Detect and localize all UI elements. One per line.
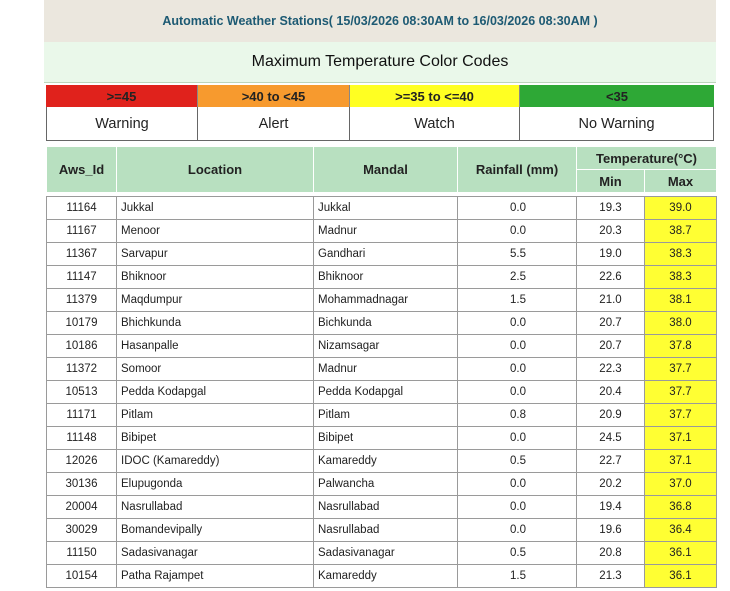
table-body bbox=[47, 193, 717, 588]
report-frame bbox=[44, 0, 716, 591]
legend-watch-label: Watch bbox=[350, 107, 520, 141]
cell-rainfall: 0.0 bbox=[458, 381, 577, 404]
cell-mandal: Bibipet bbox=[314, 427, 458, 450]
cell-rainfall: 0.0 bbox=[458, 197, 577, 220]
cell-min-temp: 20.7 bbox=[577, 312, 645, 335]
cell-aws-id: 11372 bbox=[47, 358, 117, 381]
cell-location: Patha Rajampet bbox=[117, 565, 314, 588]
cell-mandal: Madnur bbox=[314, 358, 458, 381]
cell-min-temp: 20.2 bbox=[577, 473, 645, 496]
cell-rainfall: 0.0 bbox=[458, 358, 577, 381]
cell-mandal: Jukkal bbox=[314, 197, 458, 220]
table-row bbox=[47, 358, 717, 381]
cell-max-temp: 38.3 bbox=[645, 266, 717, 289]
cell-aws-id: 10513 bbox=[47, 381, 117, 404]
cell-mandal: Nizamsagar bbox=[314, 335, 458, 358]
cell-aws-id: 10179 bbox=[47, 312, 117, 335]
cell-location: IDOC (Kamareddy) bbox=[117, 450, 314, 473]
table-row bbox=[47, 404, 717, 427]
cell-max-temp: 37.7 bbox=[645, 404, 717, 427]
cell-mandal: Bichkunda bbox=[314, 312, 458, 335]
legend-no-warning-range: <35 bbox=[520, 85, 714, 107]
cell-aws-id: 30029 bbox=[47, 519, 117, 542]
table-row bbox=[47, 243, 717, 266]
cell-aws-id: 10154 bbox=[47, 565, 117, 588]
cell-location: Jukkal bbox=[117, 197, 314, 220]
cell-rainfall: 2.5 bbox=[458, 266, 577, 289]
cell-mandal: Pedda Kodapgal bbox=[314, 381, 458, 404]
cell-min-temp: 20.4 bbox=[577, 381, 645, 404]
cell-location: Bibipet bbox=[117, 427, 314, 450]
cell-max-temp: 38.3 bbox=[645, 243, 717, 266]
table-row bbox=[47, 312, 717, 335]
cell-mandal: Madnur bbox=[314, 220, 458, 243]
cell-rainfall: 0.5 bbox=[458, 542, 577, 565]
table-row bbox=[47, 381, 717, 404]
cell-min-temp: 20.3 bbox=[577, 220, 645, 243]
cell-location: Nasrullabad bbox=[117, 496, 314, 519]
cell-min-temp: 20.7 bbox=[577, 335, 645, 358]
table-row bbox=[47, 266, 717, 289]
legend-watch-range: >=35 to <=40 bbox=[350, 85, 520, 107]
cell-rainfall: 0.8 bbox=[458, 404, 577, 427]
cell-rainfall: 5.5 bbox=[458, 243, 577, 266]
cell-min-temp: 22.6 bbox=[577, 266, 645, 289]
cell-max-temp: 36.8 bbox=[645, 496, 717, 519]
cell-aws-id: 11150 bbox=[47, 542, 117, 565]
weather-table bbox=[46, 146, 717, 588]
legend-title bbox=[44, 42, 716, 83]
cell-min-temp: 24.5 bbox=[577, 427, 645, 450]
cell-rainfall: 0.0 bbox=[458, 427, 577, 450]
header-rainfall: Rainfall (mm) bbox=[458, 147, 577, 193]
cell-location: Pitlam bbox=[117, 404, 314, 427]
cell-location: Bhichkunda bbox=[117, 312, 314, 335]
table-row bbox=[47, 335, 717, 358]
legend-color-row bbox=[46, 85, 714, 107]
cell-rainfall: 1.5 bbox=[458, 289, 577, 312]
cell-location: Bomandevipally bbox=[117, 519, 314, 542]
header-temperature: Temperature(°C) bbox=[577, 147, 717, 170]
cell-mandal: Nasrullabad bbox=[314, 496, 458, 519]
cell-min-temp: 21.0 bbox=[577, 289, 645, 312]
page-title: Automatic Weather Stations( 15/03/2026 08:30AM to 16/03/2026 08:30AM ) bbox=[162, 14, 598, 28]
header-aws-id: Aws_Id bbox=[47, 147, 117, 193]
table-row bbox=[47, 519, 717, 542]
table-row bbox=[47, 220, 717, 243]
cell-rainfall: 0.0 bbox=[458, 519, 577, 542]
cell-max-temp: 38.7 bbox=[645, 220, 717, 243]
cell-location: Maqdumpur bbox=[117, 289, 314, 312]
cell-location: Sadasivanagar bbox=[117, 542, 314, 565]
cell-location: Hasanpalle bbox=[117, 335, 314, 358]
legend-warning-range: >=45 bbox=[46, 85, 198, 107]
cell-min-temp: 20.8 bbox=[577, 542, 645, 565]
header-location: Location bbox=[117, 147, 314, 193]
cell-rainfall: 0.0 bbox=[458, 312, 577, 335]
cell-aws-id: 20004 bbox=[47, 496, 117, 519]
cell-max-temp: 37.7 bbox=[645, 381, 717, 404]
cell-aws-id: 11171 bbox=[47, 404, 117, 427]
cell-rainfall: 0.0 bbox=[458, 473, 577, 496]
table-row bbox=[47, 289, 717, 312]
cell-rainfall: 0.0 bbox=[458, 496, 577, 519]
cell-max-temp: 37.1 bbox=[645, 427, 717, 450]
table-row bbox=[47, 450, 717, 473]
cell-aws-id: 11147 bbox=[47, 266, 117, 289]
cell-max-temp: 36.1 bbox=[645, 565, 717, 588]
cell-min-temp: 19.6 bbox=[577, 519, 645, 542]
cell-mandal: Pitlam bbox=[314, 404, 458, 427]
cell-location: Pedda Kodapgal bbox=[117, 381, 314, 404]
legend-label-row bbox=[46, 107, 714, 141]
cell-rainfall: 0.0 bbox=[458, 220, 577, 243]
cell-min-temp: 19.4 bbox=[577, 496, 645, 519]
legend-alert-range: >40 to <45 bbox=[198, 85, 350, 107]
cell-aws-id: 11164 bbox=[47, 197, 117, 220]
table-row bbox=[47, 496, 717, 519]
cell-aws-id: 30136 bbox=[47, 473, 117, 496]
cell-aws-id: 11148 bbox=[47, 427, 117, 450]
cell-min-temp: 22.7 bbox=[577, 450, 645, 473]
cell-min-temp: 19.0 bbox=[577, 243, 645, 266]
cell-min-temp: 22.3 bbox=[577, 358, 645, 381]
table-row bbox=[47, 197, 717, 220]
cell-min-temp: 20.9 bbox=[577, 404, 645, 427]
header-mandal: Mandal bbox=[314, 147, 458, 193]
cell-mandal: Kamareddy bbox=[314, 565, 458, 588]
cell-min-temp: 19.3 bbox=[577, 197, 645, 220]
table-row bbox=[47, 427, 717, 450]
legend-no-warning-label: No Warning bbox=[520, 107, 714, 141]
cell-max-temp: 38.0 bbox=[645, 312, 717, 335]
cell-location: Bhiknoor bbox=[117, 266, 314, 289]
table-row bbox=[47, 565, 717, 588]
table-row bbox=[47, 473, 717, 496]
cell-max-temp: 36.4 bbox=[645, 519, 717, 542]
table-row bbox=[47, 542, 717, 565]
cell-aws-id: 11367 bbox=[47, 243, 117, 266]
cell-rainfall: 0.5 bbox=[458, 450, 577, 473]
legend-alert-label: Alert bbox=[198, 107, 350, 141]
legend-title-text: Maximum Temperature Color Codes bbox=[251, 53, 509, 70]
cell-location: Menoor bbox=[117, 220, 314, 243]
cell-location: Somoor bbox=[117, 358, 314, 381]
cell-mandal: Palwancha bbox=[314, 473, 458, 496]
cell-max-temp: 39.0 bbox=[645, 197, 717, 220]
cell-aws-id: 10186 bbox=[47, 335, 117, 358]
cell-mandal: Gandhari bbox=[314, 243, 458, 266]
cell-aws-id: 12026 bbox=[47, 450, 117, 473]
legend-warning-label: Warning bbox=[46, 107, 198, 141]
cell-min-temp: 21.3 bbox=[577, 565, 645, 588]
cell-max-temp: 37.7 bbox=[645, 358, 717, 381]
cell-mandal: Mohammadnagar bbox=[314, 289, 458, 312]
cell-max-temp: 37.8 bbox=[645, 335, 717, 358]
cell-mandal: Sadasivanagar bbox=[314, 542, 458, 565]
cell-location: Elupugonda bbox=[117, 473, 314, 496]
cell-location: Sarvapur bbox=[117, 243, 314, 266]
cell-mandal: Bhiknoor bbox=[314, 266, 458, 289]
cell-mandal: Nasrullabad bbox=[314, 519, 458, 542]
page-header bbox=[44, 0, 716, 43]
cell-max-temp: 36.1 bbox=[645, 542, 717, 565]
cell-rainfall: 0.0 bbox=[458, 335, 577, 358]
cell-aws-id: 11379 bbox=[47, 289, 117, 312]
header-max: Max bbox=[645, 170, 717, 193]
cell-aws-id: 11167 bbox=[47, 220, 117, 243]
header-min: Min bbox=[577, 170, 645, 193]
cell-max-temp: 38.1 bbox=[645, 289, 717, 312]
cell-mandal: Kamareddy bbox=[314, 450, 458, 473]
cell-max-temp: 37.0 bbox=[645, 473, 717, 496]
cell-rainfall: 1.5 bbox=[458, 565, 577, 588]
cell-max-temp: 37.1 bbox=[645, 450, 717, 473]
